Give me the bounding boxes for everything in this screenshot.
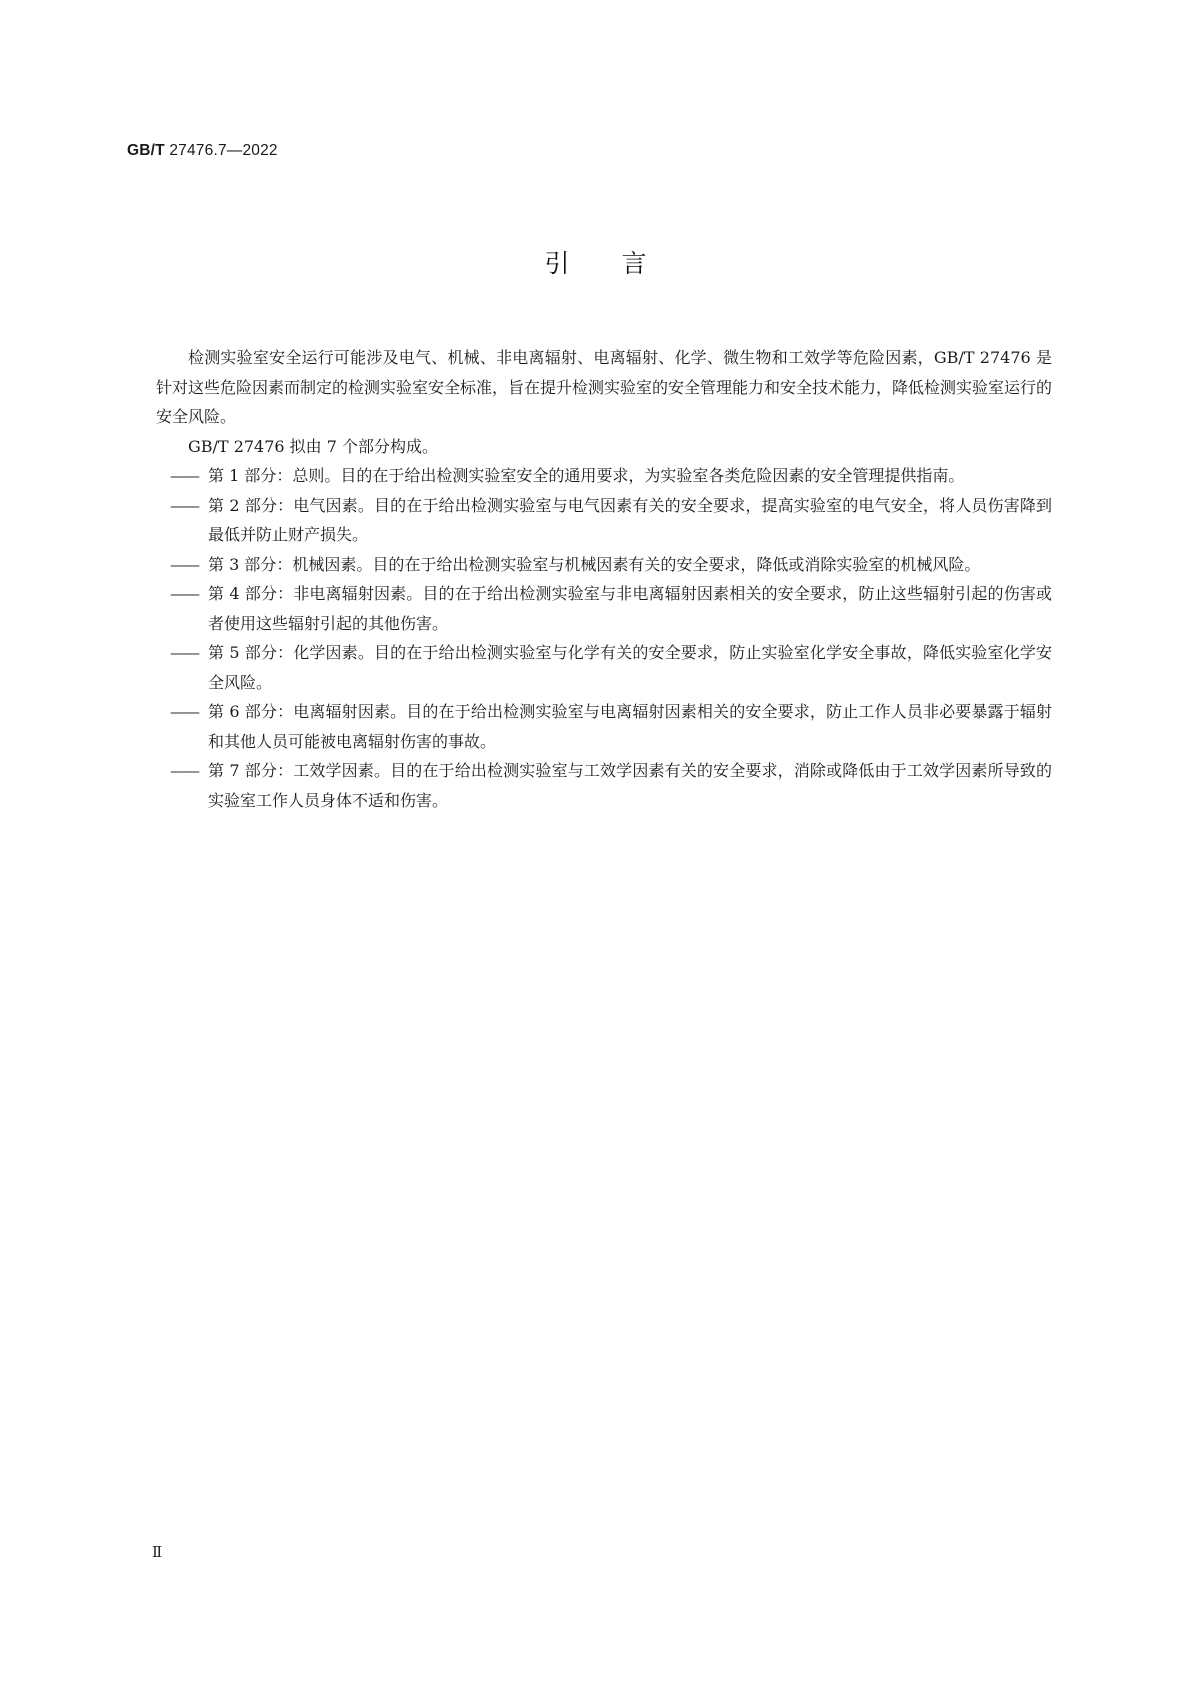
part-list-item	[156, 756, 1052, 815]
part-1-text: 第 1 部分：总则。目的在于给出检测实验室安全的通用要求，为实验室各类危险因素的安全管理提供指南。	[208, 466, 965, 485]
part-2-text: 第 2 部分：电气因素。目的在于给出检测实验室与电气因素有关的安全要求，提高实验室的电气安全，将人员伤害降到最低并防止财产损失。	[208, 495, 1052, 544]
list-dash: ——	[170, 554, 198, 574]
part-list-item	[156, 550, 1052, 580]
part-list-item	[156, 491, 1052, 550]
standard-number: 27476.7—2022	[169, 142, 278, 159]
part-list-item	[156, 638, 1052, 697]
part-list-item	[156, 697, 1052, 756]
list-dash: ——	[170, 702, 198, 721]
list-dash: ——	[170, 584, 198, 603]
parts-overview-paragraph: GB/T 27476 拟由 7 个部分构成。	[188, 436, 439, 456]
intro-paragraph: 检测实验室安全运行可能涉及电气、机械、非电离辐射、电离辐射、化学、微生物和工效学等危险因素，GB/T 27476 是针对这些危险因素而制定的检测实验室安全标准，旨在提升检测实验室的安全管理能力和安全技术能力，降低检测实验室运行的安全风险。	[156, 348, 1053, 426]
standard-prefix: GB/T	[127, 142, 165, 159]
part-6-text: 第 6 部分：电离辐射因素。目的在于给出检测实验室与电离辐射因素相关的安全要求，防止工作人员非必要暴露于辐射和其他人员可能被电离辐射伤害的事故。	[208, 702, 1052, 751]
part-list-item	[156, 461, 1052, 491]
page-number: Ⅱ	[152, 1543, 163, 1561]
introduction-body	[156, 343, 1052, 815]
list-dash: ——	[170, 761, 198, 780]
list-dash: ——	[170, 643, 198, 662]
document-header	[127, 142, 278, 160]
list-dash: ——	[170, 495, 198, 515]
part-4-text: 第 4 部分：非电离辐射因素。目的在于给出检测实验室与非电离辐射因素相关的安全要求，防止这些辐射引起的伤害或者使用这些辐射引起的其他伤害。	[208, 584, 1052, 633]
list-dash: ——	[170, 466, 198, 485]
section-title: 引言	[544, 249, 699, 278]
part-list-item	[156, 579, 1052, 638]
part-5-text: 第 5 部分：化学因素。目的在于给出检测实验室与化学有关的安全要求，防止实验室化学安全事故，降低实验室化学安全风险。	[208, 643, 1052, 692]
part-7-text: 第 7 部分：工效学因素。目的在于给出检测实验室与工效学因素有关的安全要求，消除或降低由于工效学因素所导致的实验室工作人员身体不适和伤害。	[208, 761, 1052, 810]
part-3-text: 第 3 部分：机械因素。目的在于给出检测实验室与机械因素有关的安全要求，降低或消除实验室的机械风险。	[208, 554, 981, 574]
